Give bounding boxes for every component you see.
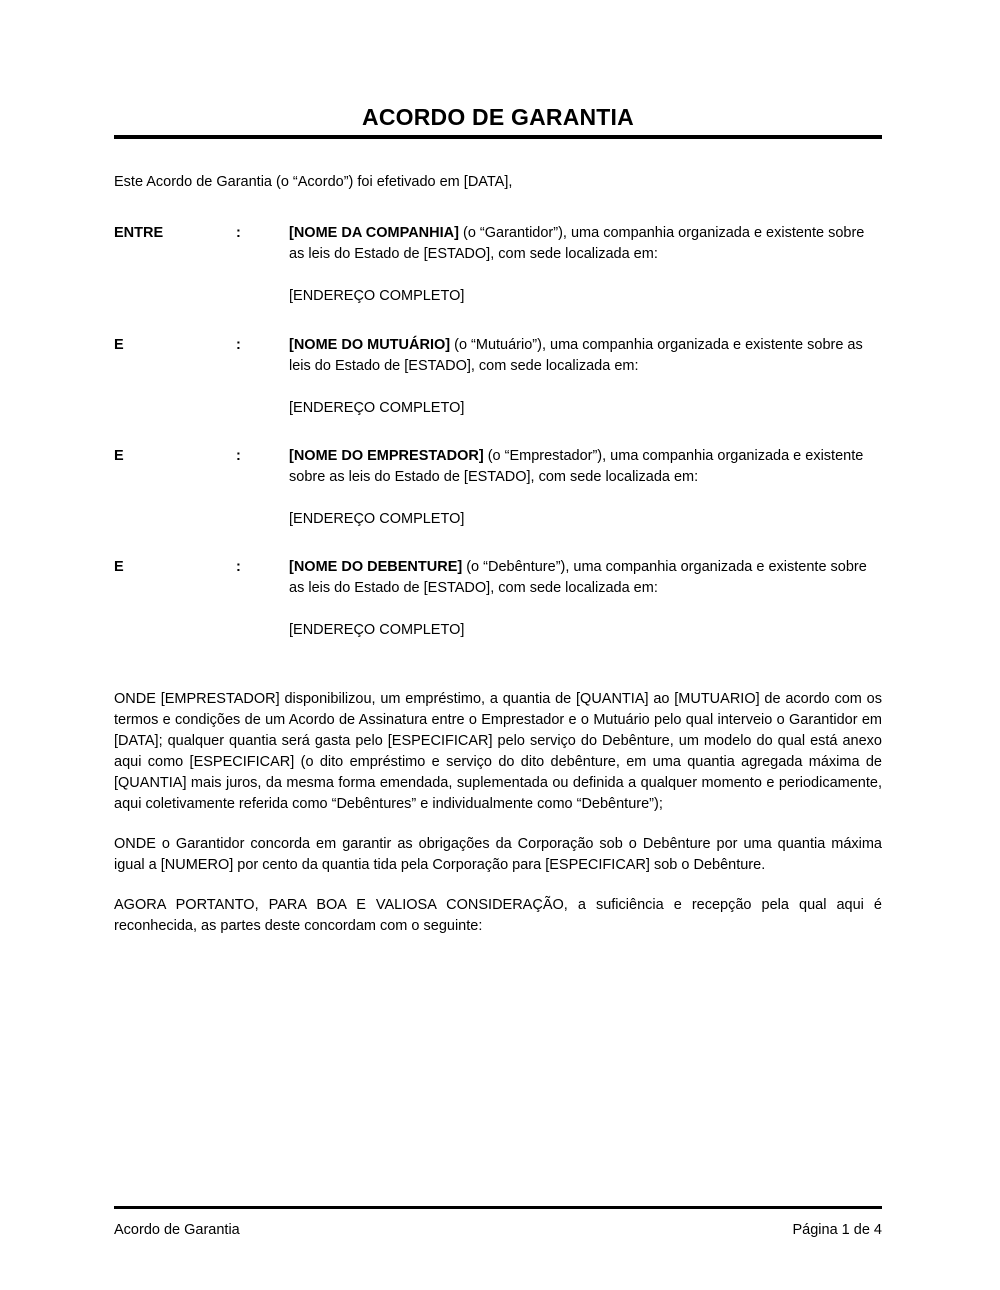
party-name: [NOME DA COMPANHIA] [289,225,459,242]
party-address: [ENDEREÇO COMPLETO] [289,288,465,305]
party-address: [ENDEREÇO COMPLETO] [289,510,465,527]
party-name: [NOME DO MUTUÁRIO] [289,336,451,353]
page-title: ACORDO DE GARANTIA [362,104,634,130]
party-body [289,557,882,641]
party-address: [ENDEREÇO COMPLETO] [289,621,465,638]
party-label: E [114,336,124,353]
party-name: [NOME DO DEBENTURE] [289,558,463,575]
party-body [289,446,882,530]
party-body [289,223,882,307]
recital-paragraph: ONDE o Garantidor concorda em garantir as obrigações da Corporação sob o Debênture por uma quantia máxima igual a [NUMERO] por cento da quantia tida pela Corporação para [ESPECIFICAR] sob o Debênture. [114,835,882,873]
party-row [114,223,882,307]
document-content [114,0,882,937]
party-colon: : [236,558,241,575]
party-description: (o “Debênture”), uma companhia organizada e existente sobre as leis do Estado de [ESTADO], com sede localizada em: [289,558,867,596]
parties-section [114,223,882,640]
recitals-section [114,689,882,937]
party-description: (o “Garantidor”), uma companhia organizada e existente sobre as leis do Estado de [ESTADO], com sede localizada em: [289,225,865,263]
party-address: [ENDEREÇO COMPLETO] [289,399,465,416]
party-row [114,446,882,530]
recital-paragraph: ONDE [EMPRESTADOR] disponibilizou, um empréstimo, a quantia de [QUANTIA] ao [MUTUARIO] de acordo com os termos e condições de um Acordo de Assinatura entre o Emprestador e o Mutuário pelo qual interveio o Garantidor em [DATA]; qualquer quantia será gasta pelo [ESPECIFICAR] pelo serviço do Debênture, um modelo do qual está anexo aqui como [ESPECIFICAR] (o dito empréstimo e serviço do dito debênture, em uma quantia agregada máxima de [QUANTIA] mais juros, da mesma forma emendada, suplementada ou definida a qualquer momento e periodicamente, aqui coletivamente referida como “Debêntures” e individualmente como “Debênture”); [114,690,882,812]
footer-page-number: Página 1 de 4 [792,1222,882,1238]
footer-document-name: Acordo de Garantia [114,1222,240,1238]
party-description: (o “Emprestador”), uma companhia organizada e existente sobre as leis do Estado de [ESTADO], com sede localizada em: [289,447,864,485]
party-label: E [114,447,124,464]
party-colon: : [236,225,241,242]
footer-divider [114,1206,882,1209]
party-colon: : [236,336,241,353]
party-label: ENTRE [114,225,164,242]
party-description: (o “Mutuário”), uma companhia organizada e existente sobre as leis do Estado de [ESTADO], com sede localizada em: [289,336,863,374]
intro-paragraph: Este Acordo de Garantia (o “Acordo”) foi efetivado em [DATA], [114,174,513,191]
footer-row [114,1220,882,1240]
title-divider [114,135,882,139]
party-colon: : [236,447,241,464]
party-name: [NOME DO EMPRESTADOR] [289,447,484,464]
party-row [114,335,882,419]
page-footer [114,1206,882,1240]
party-row [114,557,882,641]
party-label: E [114,558,124,575]
party-body [289,335,882,419]
title-block [114,0,882,139]
recital-paragraph: AGORA PORTANTO, PARA BOA E VALIOSA CONSIDERAÇÃO, a suficiência e recepção pela qual aqui é reconhecida, as partes deste concordam com o seguinte: [114,896,882,934]
